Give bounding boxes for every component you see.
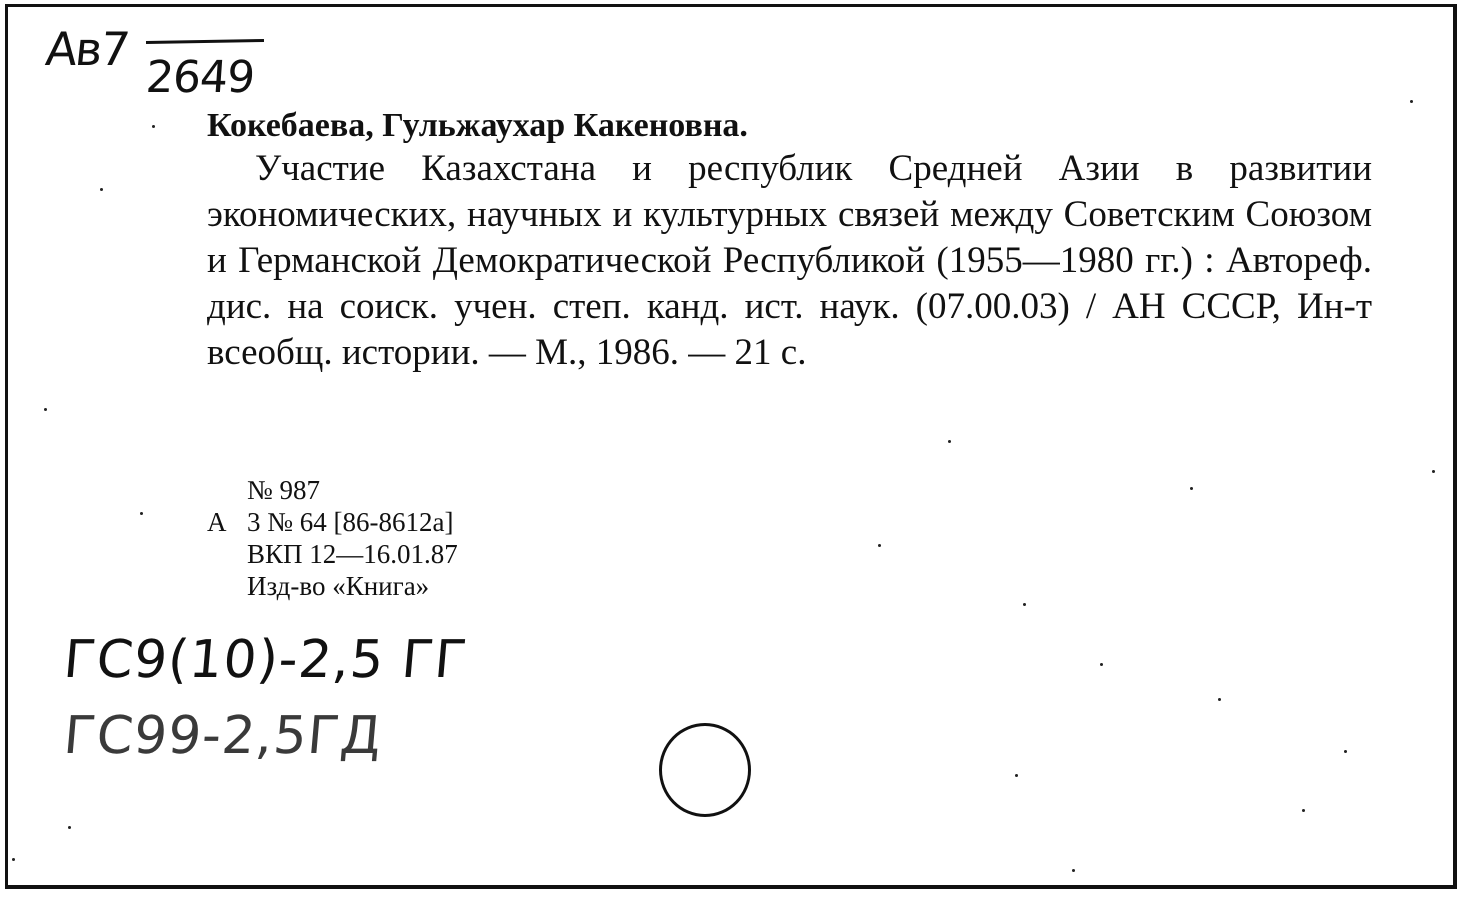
speck [1072, 869, 1075, 872]
imprint-block [207, 474, 458, 602]
imprint-spacer [207, 474, 247, 506]
speck [1190, 487, 1193, 490]
imprint-row-registration [207, 506, 458, 538]
vkp-code: ВКП 12—16.01.87 [247, 539, 458, 569]
speck [68, 826, 71, 829]
classification-code-2: ГС99-2,5ГД [61, 706, 385, 766]
bibliographic-entry [207, 106, 1372, 376]
publisher: Изд-во «Книга» [247, 571, 430, 601]
imprint-row-vkp [207, 538, 458, 570]
speck [1100, 663, 1103, 666]
shelf-mark-bottom: 2649 [144, 52, 256, 103]
speck [1410, 100, 1413, 103]
speck [1302, 809, 1305, 812]
imprint-row-publisher [207, 570, 458, 602]
speck [44, 408, 47, 411]
speck [1015, 774, 1018, 777]
speck [1344, 750, 1347, 753]
punch-hole-icon [659, 723, 751, 817]
speck [1023, 603, 1026, 606]
speck [1218, 698, 1221, 701]
speck [948, 440, 951, 443]
record-number: № 987 [247, 475, 321, 505]
speck [140, 512, 143, 515]
imprint-prefix: А [207, 507, 227, 537]
imprint-spacer [207, 570, 247, 602]
speck [12, 858, 15, 861]
author-heading: Кокебаева, Гульжаухар Какеновна. [207, 107, 748, 144]
speck [152, 125, 155, 128]
classification-code-1: ГС9(10)-2,5 ГГ [61, 630, 470, 690]
registration-number: 3 № 64 [86-8612а] [247, 507, 454, 537]
shelf-mark-top: Ав7 [43, 22, 131, 76]
imprint-row-number [207, 474, 458, 506]
title-description: Участие Казахстана и республик Средней Азии в развитии экономических, научных и культурных связей между Советским Союзом и Германской Демократической Республикой (1955—1980 гг.) : Автореф. дис. на соиск. учен. степ. канд. ист. наук. (07.00.03) / АН СССР, Ин-т всеобщ. истории. — М., 1986. — 21 с. [207, 148, 1372, 373]
speck [878, 544, 881, 547]
speck [1432, 470, 1435, 473]
imprint-spacer [207, 538, 247, 570]
speck [100, 188, 103, 191]
